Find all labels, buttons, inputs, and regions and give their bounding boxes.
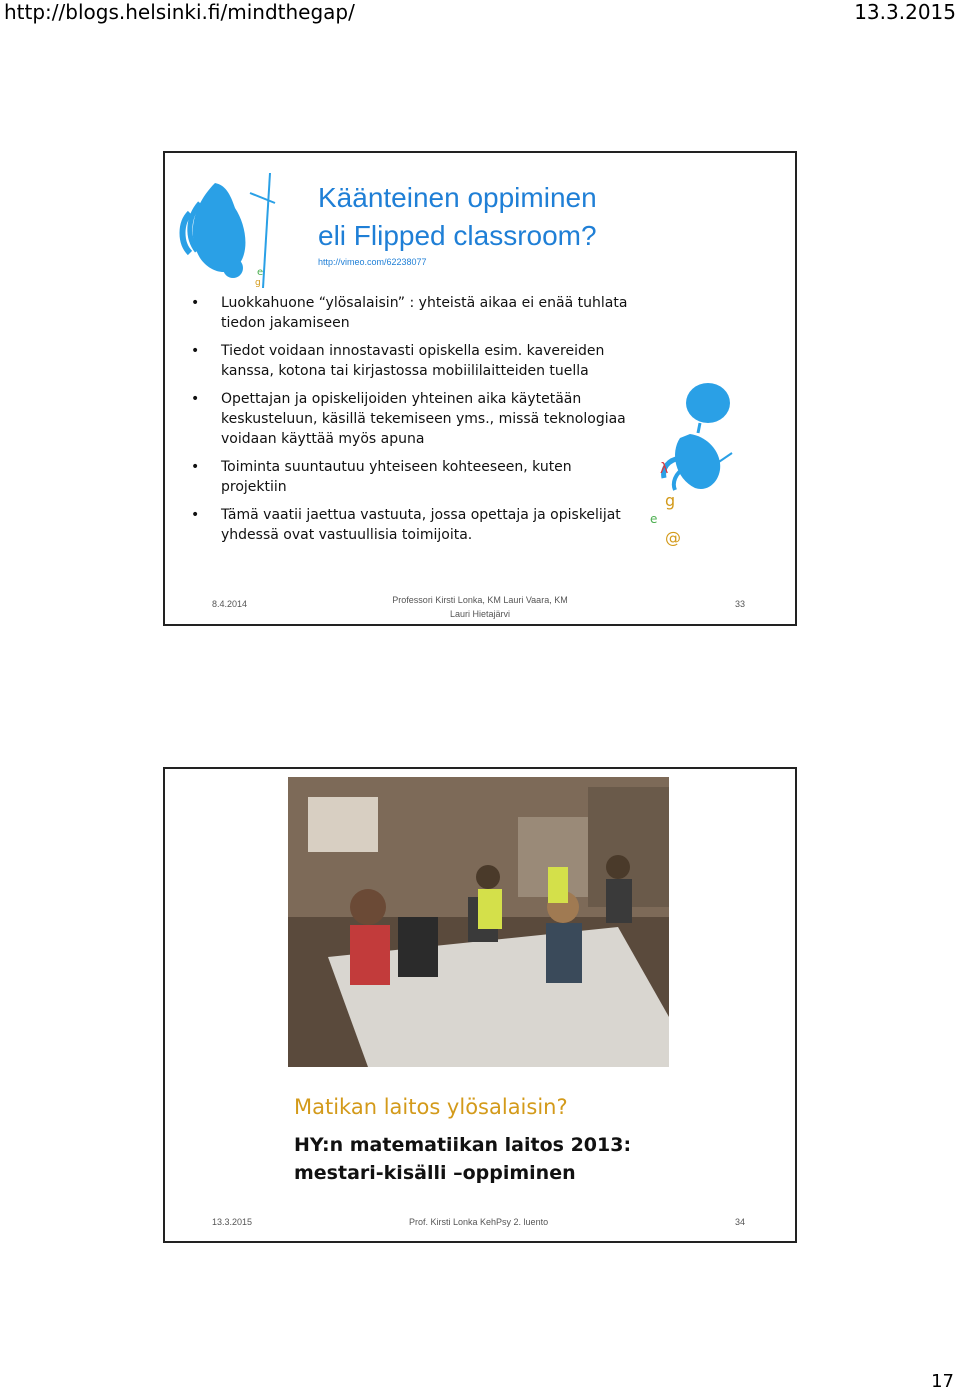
bird-logo-right-icon bbox=[650, 368, 740, 548]
footer-authors-line1: Professori Kirsti Lonka, KM Lauri Vaara, KM bbox=[392, 595, 568, 605]
slide-subtitle bbox=[294, 1131, 631, 1187]
bullet-list bbox=[189, 293, 629, 553]
classroom-photo bbox=[288, 777, 669, 1067]
footer-date: 13.3.2015 bbox=[212, 1217, 253, 1227]
svg-text:λ: λ bbox=[660, 461, 669, 477]
slide-title-line2: eli Flipped classroom? bbox=[318, 220, 597, 251]
bullet-item: • Toiminta suuntautuu yhteiseen kohteeseen, kuten projektiin bbox=[189, 457, 629, 497]
svg-text:@: @ bbox=[665, 528, 681, 547]
bullet-item: • Opettajan ja opiskelijoiden yhteinen aika käytetään keskusteluun, käsillä tekemiseen yms., missä teknologiaa voidaan käyttää myös apuna bbox=[189, 389, 629, 449]
page-number: 17 bbox=[931, 1371, 954, 1392]
footer-slide-number: 33 bbox=[735, 599, 746, 609]
svg-text:e: e bbox=[650, 512, 658, 526]
svg-text:g: g bbox=[665, 491, 676, 510]
footer-authors bbox=[385, 593, 575, 621]
slide-subtitle-line1: HY:n matematiikan laitos 2013: bbox=[294, 1134, 632, 1156]
bird-logo-icon bbox=[175, 163, 285, 293]
slide-title-line1: Käänteinen oppiminen bbox=[318, 182, 597, 213]
slide-title bbox=[318, 179, 597, 255]
slide-title: Matikan laitos ylösalaisin? bbox=[294, 1095, 568, 1119]
slide-subtitle-line2: mestari-kisälli –oppiminen bbox=[294, 1162, 576, 1184]
footer-lecture: Prof. Kirsti Lonka KehPsy 2. luento bbox=[409, 1217, 549, 1227]
bullet-item: • Luokkahuone “ylösalaisin” : yhteistä aikaa ei enää tuhlata tiedon jakamiseen bbox=[189, 293, 629, 333]
slide-33 bbox=[163, 151, 797, 626]
header-url: http://blogs.helsinki.fi/mindthegap/ bbox=[4, 0, 355, 24]
footer-date: 8.4.2014 bbox=[212, 599, 248, 609]
bullet-item: • Tämä vaatii jaettua vastuuta, jossa opettaja ja opiskelijat yhdessä ovat vastuullisia toimijoita. bbox=[189, 505, 629, 545]
footer-slide-number: 34 bbox=[735, 1217, 746, 1227]
slide-34 bbox=[163, 767, 797, 1243]
header-date: 13.3.2015 bbox=[854, 0, 956, 24]
svg-text:e: e bbox=[257, 267, 264, 278]
vimeo-link[interactable]: http://vimeo.com/62238077 bbox=[318, 257, 427, 267]
svg-text:g: g bbox=[255, 278, 261, 288]
footer-authors-line2: Lauri Hietajärvi bbox=[449, 609, 511, 619]
bullet-item: • Tiedot voidaan innostavasti opiskella esim. kavereiden kanssa, kotona tai kirjastossa mobiililaitteiden tuella bbox=[189, 341, 629, 381]
